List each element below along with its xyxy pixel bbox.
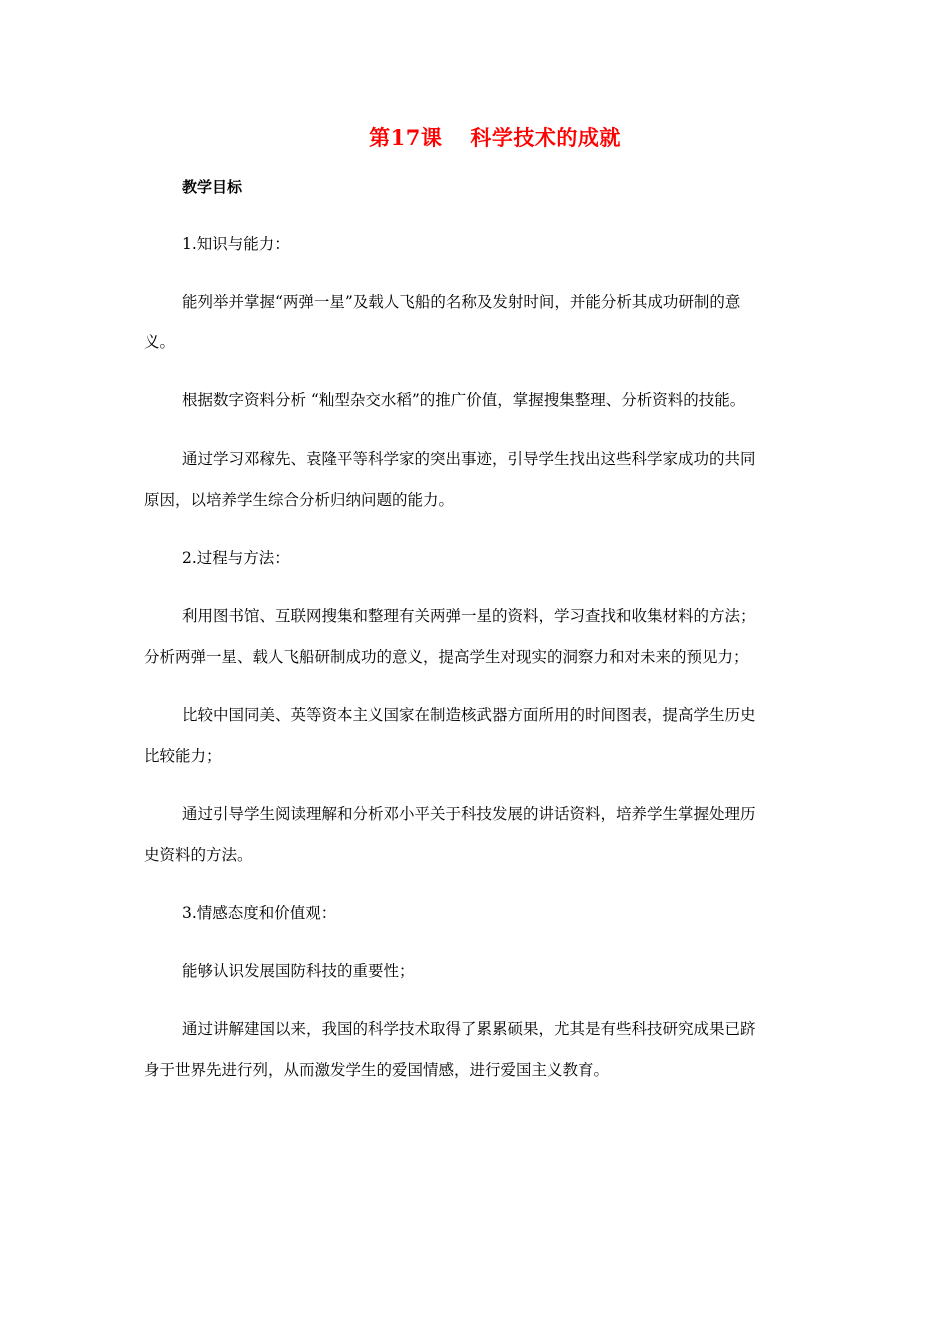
section-heading: 教学目标 [182, 178, 243, 196]
paragraph-line: 通过引导学生阅读理解和分析邓小平关于科技发展的讲话资料，培养学生掌握处理历 [182, 805, 756, 823]
paragraph-line: 利用图书馆、互联网搜集和整理有关两弹一星的资料，学习查找和收集材料的方法； [182, 607, 756, 625]
paragraph-line: 能列举并掌握“两弹一星”及载人飞船的名称及发射时间，并能分析其成功研制的意 [182, 293, 741, 311]
paragraph-line: 比较中国同美、英等资本主义国家在制造核武器方面所用的时间图表，提高学生历史 [182, 706, 756, 724]
lesson-number: 第17课 [369, 125, 443, 150]
paragraph-line: 义。 [144, 333, 176, 351]
paragraph-line: 根据数字资料分析 “籼型杂交水稻”的推广价值，掌握搜集整理、分析资料的技能。 [182, 391, 746, 409]
lesson-name: 科学技术的成就 [470, 125, 621, 150]
subheading-attitude: 3.情感态度和价值观： [182, 904, 337, 922]
paragraph-line: 能够认识发展国防科技的重要性； [182, 962, 415, 980]
subheading-process: 2.过程与方法： [182, 549, 290, 567]
paragraph-line: 比较能力； [144, 747, 222, 765]
paragraph-line: 通过学习邓稼先、袁隆平等科学家的突出事迹，引导学生找出这些科学家成功的共同 [182, 450, 756, 468]
paragraph-line: 史资料的方法。 [144, 846, 253, 864]
paragraph-line: 身于世界先进行列，从而激发学生的爱国情感，进行爱国主义教育。 [144, 1061, 610, 1079]
paragraph-line: 分析两弹一星、载人飞船研制成功的意义，提高学生对现实的洞察力和对未来的预见力； [144, 648, 749, 666]
subheading-knowledge: 1.知识与能力： [182, 235, 290, 253]
lesson-title [0, 122, 950, 152]
paragraph-line: 原因，以培养学生综合分析归纳问题的能力。 [144, 491, 455, 509]
paragraph-line: 通过讲解建国以来，我国的科学技术取得了累累硕果，尤其是有些科技研究成果已跻 [182, 1020, 756, 1038]
